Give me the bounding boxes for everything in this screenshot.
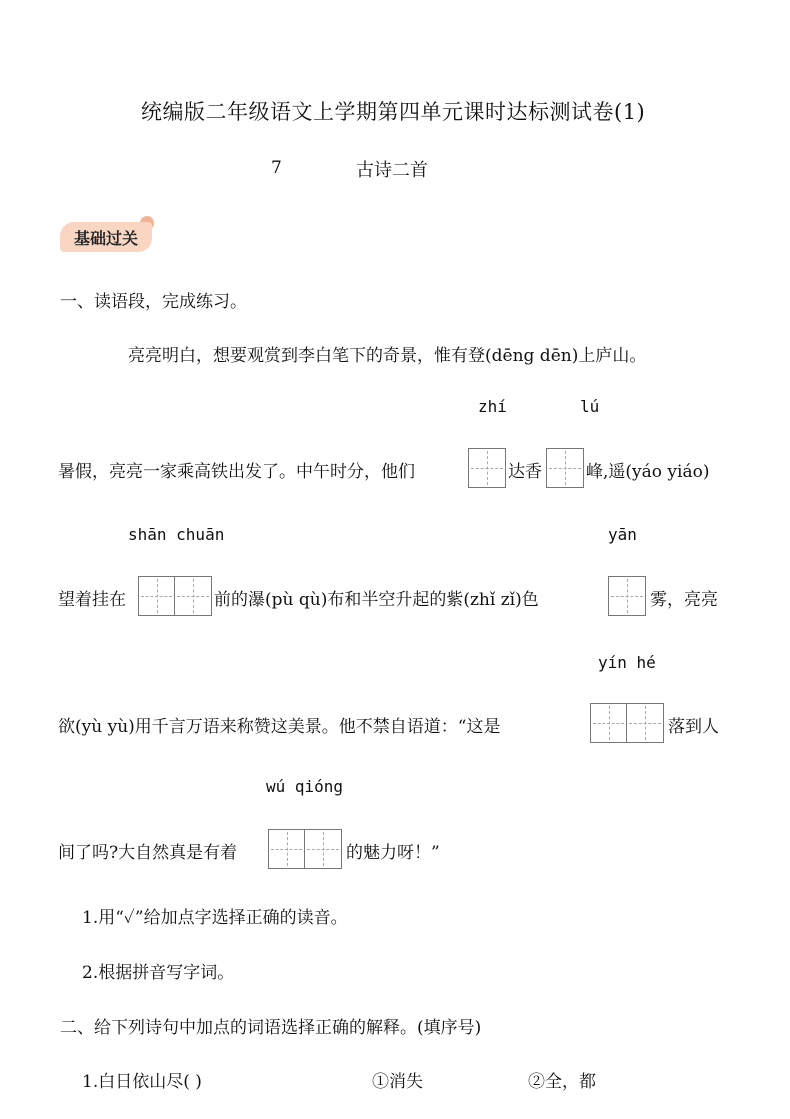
page-title: 统编版二年级语文上学期第四单元课时达标测试卷(1) (141, 100, 646, 124)
line2-text-b: 达香 (508, 462, 542, 482)
tian-zi-cell[interactable] (469, 449, 505, 487)
answer-box-yin-he[interactable] (590, 703, 664, 743)
pinyin-yan: yān (608, 525, 637, 544)
tian-zi-cell[interactable] (175, 577, 211, 615)
pinyin-lu: lú (580, 397, 600, 416)
q2-item-1-option-1: ①消失 (372, 1072, 423, 1092)
pinyin-zhi: zhí (478, 397, 507, 416)
line5-text-b: 的魅力呀！” (346, 843, 440, 863)
tian-zi-cell[interactable] (627, 704, 663, 742)
line4-text-a: 欲(yù yù)用千言万语来称赞这美景。他不禁自语道：“这是 (58, 717, 501, 737)
line3-text-b: 前的瀑(pù qù)布和半空升起的紫(zhǐ zǐ)色 (214, 590, 539, 610)
section-badge: 基础过关 (60, 222, 152, 252)
q2-item-1-option-2: ②全，都 (528, 1072, 596, 1092)
tian-zi-cell[interactable] (609, 577, 645, 615)
answer-box-shan-chuan[interactable] (138, 576, 212, 616)
q2-item-1: 1.白日依山尽( ) (82, 1072, 202, 1092)
pinyin-wu-qiong: wú qióng (266, 777, 344, 796)
pinyin-yin-he: yín hé (598, 653, 656, 672)
lesson-title: 古诗二首 (356, 160, 428, 181)
line4-text-b: 落到人 (668, 717, 719, 737)
line3-text-c: 雾，亮亮 (650, 590, 718, 610)
tian-zi-cell[interactable] (305, 830, 341, 868)
answer-box-yan[interactable] (608, 576, 646, 616)
tian-zi-cell[interactable] (139, 577, 175, 615)
tian-zi-cell[interactable] (591, 704, 627, 742)
tian-zi-cell[interactable] (547, 449, 583, 487)
q2-heading: 二、给下列诗句中加点的词语选择正确的解释。(填序号) (60, 1018, 482, 1038)
answer-box-wu-qiong[interactable] (268, 829, 342, 869)
q1-paragraph-line5 (58, 829, 738, 869)
line2-text-a: 暑假，亮亮一家乘高铁出发了。中午时分，他们 (58, 462, 415, 482)
q1-heading: 一、读语段，完成练习。 (60, 292, 247, 312)
pinyin-shan-chuan: shān chuān (128, 525, 225, 544)
tian-zi-cell[interactable] (269, 830, 305, 868)
line2-text-c: 峰,遥(yáo yiáo) (586, 462, 710, 482)
line3-text-a: 望着挂在 (58, 590, 126, 610)
answer-box-lu[interactable] (546, 448, 584, 488)
line5-text-a: 间了吗?大自然真是有着 (58, 843, 238, 863)
answer-box-zhi[interactable] (468, 448, 506, 488)
q1-subquestion-1: 1.用“✓”给加点字选择正确的读音。 (82, 908, 348, 928)
q1-paragraph-line1: 亮亮明白，想要观赏到李白笔下的奇景，惟有登(dēng dēn)上庐山。 (128, 346, 647, 366)
lesson-number: 7 (271, 158, 282, 178)
q1-subquestion-2: 2.根据拼音写字词。 (82, 963, 235, 983)
q1-paragraph-line2 (58, 448, 738, 488)
q1-paragraph-line4 (58, 703, 738, 743)
q1-paragraph-line3 (58, 576, 738, 616)
